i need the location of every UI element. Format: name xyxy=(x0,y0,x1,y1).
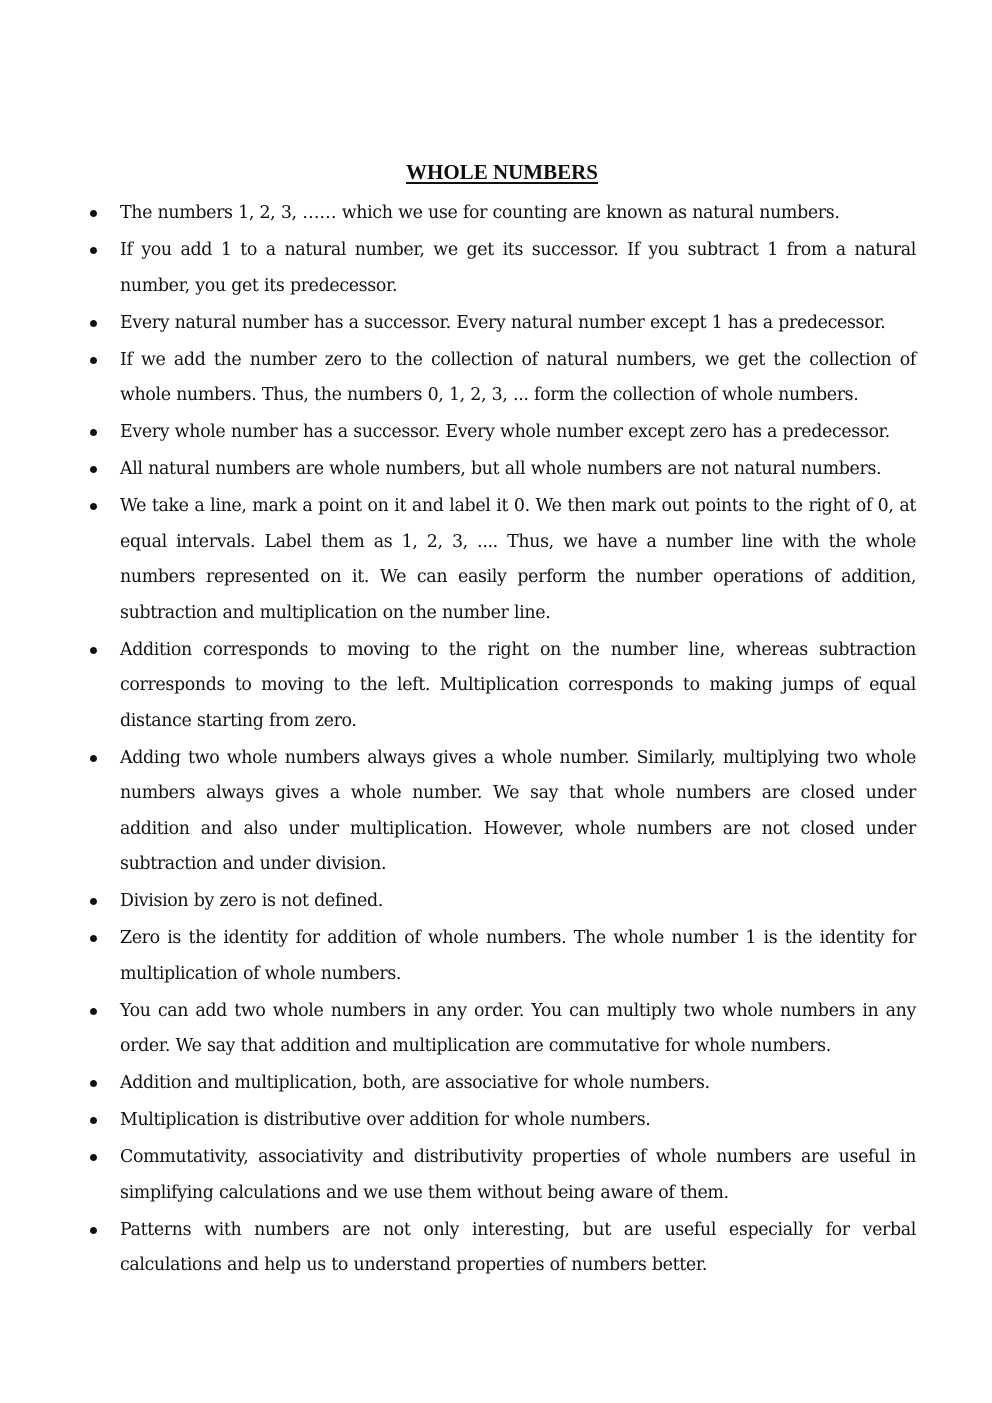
list-item-text: Adding two whole numbers always gives a whole number. Similarly, multiplying two whole numbers always gives a whole number. We say that whole numbers are closed under addition and also under multiplication. However, whole numbers are not closed under subtraction and under division. xyxy=(120,747,916,874)
list-item xyxy=(86,343,916,414)
list-item xyxy=(86,1066,916,1102)
list-item xyxy=(86,1103,916,1139)
list-item-text: Patterns with numbers are not only interesting, but are useful especially for verbal calculations and help us to understand properties of numbers better. xyxy=(120,1219,916,1275)
bullet-icon xyxy=(90,210,97,217)
list-item xyxy=(86,994,916,1065)
list-item xyxy=(86,633,916,740)
bullet-icon xyxy=(90,247,97,254)
list-item xyxy=(86,415,916,451)
bullet-icon xyxy=(90,1154,97,1161)
bullet-icon xyxy=(90,647,97,654)
list-item xyxy=(86,1213,916,1284)
list-item xyxy=(86,489,916,631)
list-item-text: We take a line, mark a point on it and label it 0. We then mark out points to the right of 0, at equal intervals. Label them as 1, 2, 3, .... Thus, we have a number line with the whole numbers represented on it. We can easily perform the number operations of addition, subtraction and multiplication on the number line. xyxy=(120,496,916,623)
list-item xyxy=(86,1140,916,1211)
bullet-icon xyxy=(90,429,97,436)
bullet-icon xyxy=(90,1227,97,1234)
bullet-icon xyxy=(90,898,97,905)
page-title: WHOLE NUMBERS xyxy=(406,160,598,184)
list-item xyxy=(86,233,916,304)
bullet-list xyxy=(86,196,916,1285)
list-item-text: All natural numbers are whole numbers, but all whole numbers are not natural numbers. xyxy=(120,459,882,479)
bullet-icon xyxy=(90,755,97,762)
list-item-text: Multiplication is distributive over addition for whole numbers. xyxy=(120,1110,651,1130)
list-item-text: Every whole number has a successor. Every whole number except zero has a predecessor. xyxy=(120,422,890,442)
list-item xyxy=(86,452,916,488)
list-item-text: The numbers 1, 2, 3, …… which we use for counting are known as natural numbers. xyxy=(120,203,840,223)
list-item xyxy=(86,921,916,992)
bullet-icon xyxy=(90,1117,97,1124)
list-item-text: If you add 1 to a natural number, we get its successor. If you subtract 1 from a natural number, you get its predecessor. xyxy=(120,240,916,296)
bullet-icon xyxy=(90,320,97,327)
list-item-text: Commutativity, associativity and distributivity properties of whole numbers are useful in simplifying calculations and we use them without being aware of them. xyxy=(120,1147,916,1203)
list-item xyxy=(86,741,916,883)
list-item-text: If we add the number zero to the collection of natural numbers, we get the collection of whole numbers. Thus, the numbers 0, 1, 2, 3, ... form the collection of whole numbers. xyxy=(120,349,916,405)
list-item-text: Division by zero is not defined. xyxy=(120,891,383,911)
bullet-icon xyxy=(90,357,97,364)
bullet-icon xyxy=(90,1008,97,1015)
list-item-text: Addition and multiplication, both, are associative for whole numbers. xyxy=(120,1073,710,1093)
list-item xyxy=(86,306,916,342)
bullet-icon xyxy=(90,1080,97,1087)
bullet-icon xyxy=(90,503,97,510)
list-item-text: Zero is the identity for addition of whole numbers. The whole number 1 is the identity for multiplication of whole numbers. xyxy=(120,928,916,984)
list-item-text: You can add two whole numbers in any order. You can multiply two whole numbers in any order. We say that addition and multiplication are commutative for whole numbers. xyxy=(120,1000,916,1056)
list-item-text: Addition corresponds to moving to the right on the number line, whereas subtraction corresponds to moving to the left. Multiplication corresponds to making jumps of equal distance starting from zero. xyxy=(120,639,916,731)
list-item-text: Every natural number has a successor. Every natural number except 1 has a predecessor. xyxy=(120,312,886,333)
list-item xyxy=(86,884,916,920)
list-item xyxy=(86,196,916,232)
bullet-icon xyxy=(90,466,97,473)
bullet-icon xyxy=(90,935,97,942)
